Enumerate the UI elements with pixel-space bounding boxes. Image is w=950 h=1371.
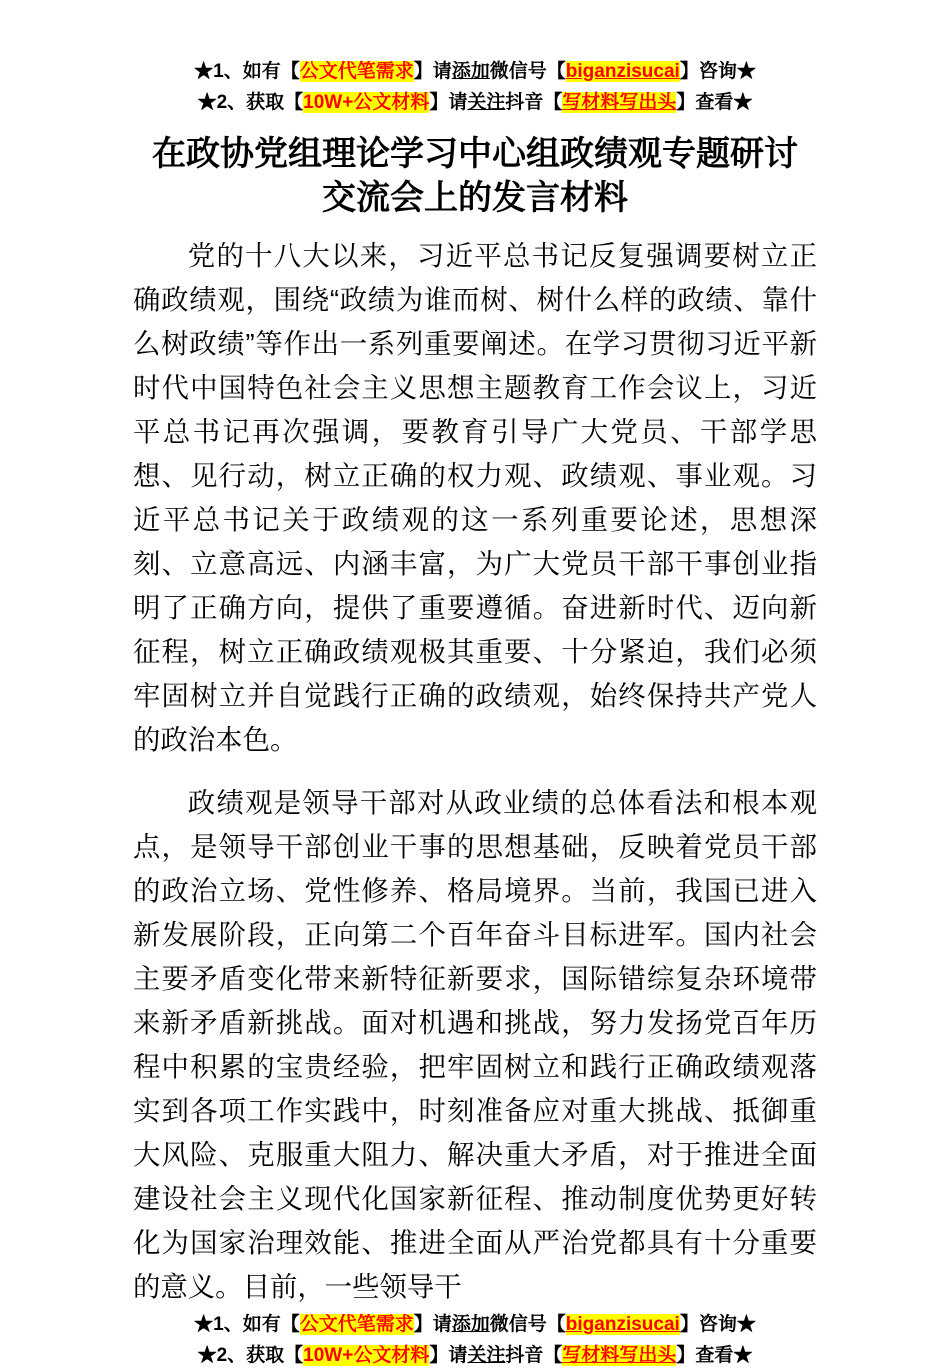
connector-text: 】请 <box>429 1345 468 1366</box>
promo-banner-bottom <box>0 1309 950 1371</box>
service-need-highlight: 公文代笔需求 <box>299 1314 414 1335</box>
douyin-label: 抖音【 <box>505 92 563 113</box>
document-body <box>133 234 817 1309</box>
douyin-label: 抖音【 <box>505 1345 563 1366</box>
body-paragraph-2: 政绩观是领导干部对从政业绩的总体看法和根本观点，是领导干部创业干事的思想基础，反映着党员干部的政治立场、党性修养、格局境界。当前，我国已进入新发展阶段，正向第二个百年奋斗目标进军。国内社会主要矛盾变化带来新特征新要求，国际错综复杂环境带来新矛盾新挑战。面对机遇和挑战，努力发扬党百年历程中积累的宝贵经验，把牢固树立和践行正确政绩观落实到各项工作实践中，时刻准备应对重大挑战、抵御重大风险、克服重大阻力、解决重大矛盾，对于推进全面建设社会主义现代化国家新征程、推动制度优势更好转化为国家治理效能、推进全面从严治党都具有十分重要的意义。目前，一些领导干 <box>133 787 817 1302</box>
consult-suffix: 】咨询★ <box>679 61 756 82</box>
title-line-1: 在政协党组理论学习中心组政绩观专题研讨 <box>152 135 798 173</box>
promo-line-1 <box>0 56 950 87</box>
star-prefix: ★1、如有【 <box>194 1314 300 1335</box>
follow-action-underline: 关注 <box>467 1345 506 1366</box>
page-title <box>0 132 950 220</box>
star-prefix: ★2、获取【 <box>197 92 304 113</box>
star-prefix: ★1、如有【 <box>194 61 300 82</box>
wechat-id-highlight: biganzisucai <box>565 1314 680 1335</box>
promo-line-2 <box>0 1340 950 1371</box>
view-suffix: 】查看★ <box>676 1345 753 1366</box>
promo-line-2 <box>0 87 950 118</box>
wechat-label: 微信号【 <box>489 1314 566 1335</box>
douyin-account-highlight: 写材料写出头 <box>562 1345 677 1366</box>
view-suffix: 】查看★ <box>676 92 753 113</box>
add-action-underline: 添加 <box>451 61 490 82</box>
materials-highlight: 10W+公文材料 <box>303 1345 430 1366</box>
consult-suffix: 】咨询★ <box>679 1314 756 1335</box>
douyin-account-highlight: 写材料写出头 <box>562 92 677 113</box>
wechat-label: 微信号【 <box>489 61 566 82</box>
follow-action-underline: 关注 <box>467 92 506 113</box>
title-line-2: 交流会上的发言材料 <box>322 179 628 217</box>
service-need-highlight: 公文代笔需求 <box>299 61 414 82</box>
promo-line-1 <box>0 1309 950 1340</box>
wechat-id-highlight: biganzisucai <box>565 61 680 82</box>
connector-text: 】请 <box>413 1314 452 1335</box>
materials-highlight: 10W+公文材料 <box>303 92 430 113</box>
promo-banner-top <box>0 0 950 118</box>
connector-text: 】请 <box>413 61 452 82</box>
body-paragraph-1: 党的十八大以来，习近平总书记反复强调要树立正确政绩观，围绕“政绩为谁而树、树什么样的政绩、靠什么树政绩”等作出一系列重要阐述。在学习贯彻习近平新时代中国特色社会主义思想主题教育工作会议上，习近平总书记再次强调，要教育引导广大党员、干部学思想、见行动，树立正确的权力观、政绩观、事业观。习近平总书记关于政绩观的这一系列重要论述，思想深刻、立意高远、内涵丰富，为广大党员干部干事创业指明了正确方向，提供了重要遵循。奋进新时代、迈向新征程，树立正确政绩观极其重要、十分紧迫，我们必须牢固树立并自觉践行正确的政绩观，始终保持共产党人的政治本色。 <box>133 240 817 755</box>
star-prefix: ★2、获取【 <box>197 1345 304 1366</box>
add-action-underline: 添加 <box>451 1314 490 1335</box>
connector-text: 】请 <box>429 92 468 113</box>
